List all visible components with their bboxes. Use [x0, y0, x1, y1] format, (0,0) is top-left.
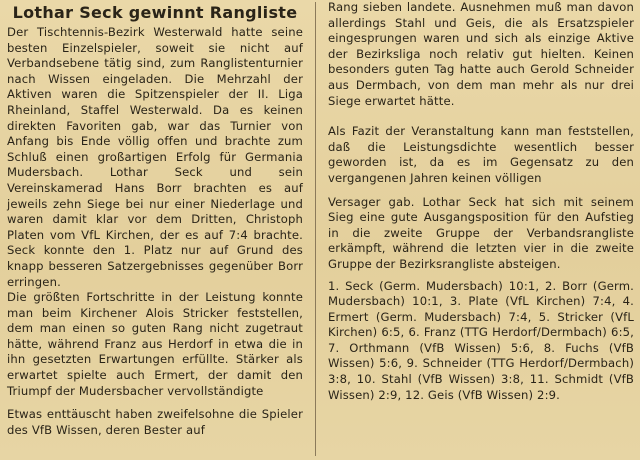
article-headline: Lothar Seck gewinnt Rangliste: [12, 3, 298, 22]
column-divider: [315, 2, 316, 456]
article-paragraph-2: Die größten Fortschritte in der Leistung konnte man beim Kirchener Alois Stricker feststellen, dem man einen so guten Rang nicht zugetraut hätte, während Franz aus Herdorf in etwa die in ihn gesetzten Erwartungen erfüllte. Stärker als erwartet spielte auch Ermert, der damit den Triumpf der Mudersbacher vervollständigte: [7, 290, 303, 398]
right-column: [328, 0, 634, 460]
article-paragraph-6: Versager gab. Lothar Seck hat sich mit seinem Sieg eine gute Ausgangsposition für den Aufstieg in die zweite Gruppe der Verbandsrangliste erkämpft, während die letzten vier in die zweite Gruppe der Bezirksrangliste absteigen.: [328, 194, 634, 271]
article-paragraph-3: Etwas enttäuscht haben zweifelsohne die Spieler des VfB Wissen, deren Bester auf: [7, 407, 303, 437]
article-paragraph-5: Als Fazit der Veranstaltung kann man feststellen, daß die Leistungsdichte wesentlich besser geworden ist, da es im Gegensatz zu den vergangenen Jahren keinen völligen: [328, 124, 634, 185]
article-paragraph-1: Der Tischtennis-Bezirk Westerwald hatte seine besten Einzelspieler, soweit sie nicht auf Verbandsebene tätig sind, zum Ranglistenturnier nach Wissen eingeladen. Die Mehrzahl der Aktiven waren die Spitzenspieler der II. Liga Rheinland, Staffel Westerwald. Da es keinen direkten Favoriten gab, war das Turnier von Anfang bis Ende völlig offen und brachte zum Schluß einen großartigen Erfolg für Germania Mudersbach. Lothar Seck und sein Vereinskamerad Hans Borr brachten es auf jeweils zehn Siege bei nur einer Niederlage und waren damit klar vor dem Dritten, Christoph Platen vom VfL Kirchen, der es auf 7:4 brachte. Seck konnte den 1. Platz nur auf Grund des knapp besseren Satzergebnisses gegenüber Borr erringen.: [7, 25, 303, 289]
article-paragraph-4: Rang sieben landete. Ausnehmen muß man davon allerdings Stahl und Geis, die als Ersatzspieler eingesprungen waren und sich als einzige Aktive der Bezirksliga noch relativ gut hielten. Keinen besonders guten Tag hatte auch Gerold Schneider aus Dermbach, von dem man mehr als nur drei Siege erwartet hätte.: [328, 0, 634, 108]
results-list: 1. Seck (Germ. Mudersbach) 10:1, 2. Borr (Germ. Mudersbach) 10:1, 3. Plate (VfL Kirchen) 7:4, 4. Ermert (Germ. Mudersbach) 7:4, 5. Stricker (VfL Kirchen) 6:5, 6. Franz (TTG Herdorf/Dermbach) 6:5, 7. Orthmann (VfB Wissen) 5:6, 8. Fuchs (VfB Wissen) 5:6, 9. Schneider (TTG Herdorf/Dermbach) 3:8, 10. Stahl (VfB Wissen) 3:8, 11. Schmidt (VfB Wissen) 2:9, 12. Geis (VfB Wissen) 2:9.: [328, 278, 634, 402]
left-column: [7, 0, 303, 460]
